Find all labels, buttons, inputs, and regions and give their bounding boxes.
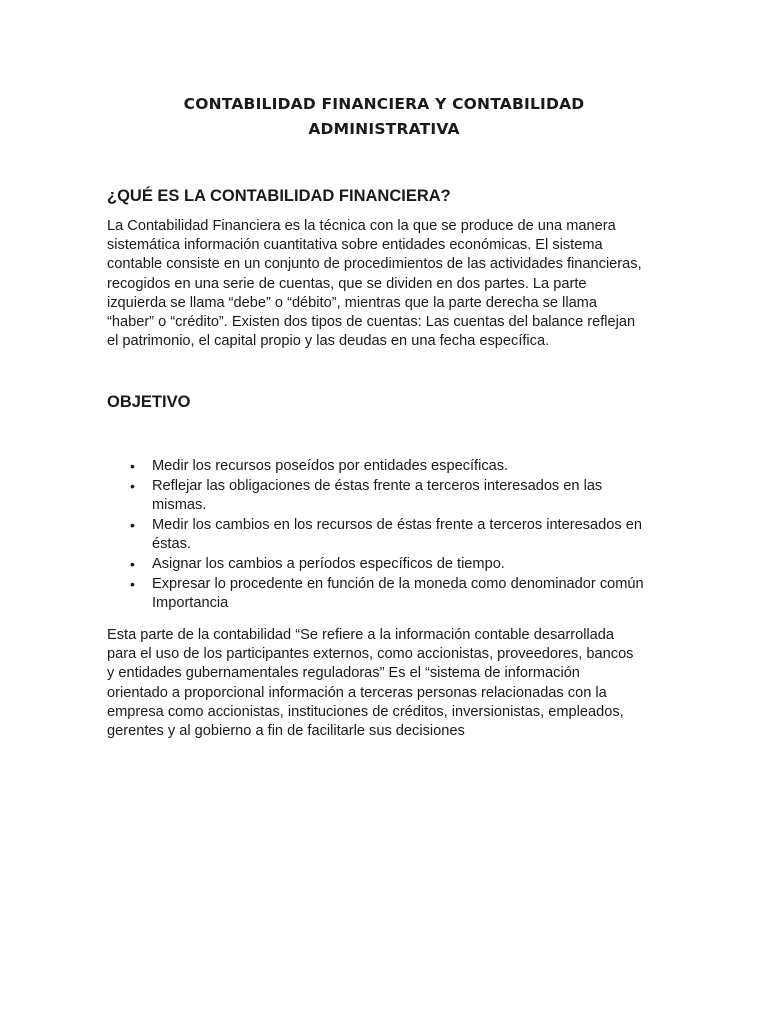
section-heading-objective: OBJETIVO bbox=[107, 393, 191, 411]
title-line: ADMINISTRATIVA bbox=[308, 120, 460, 138]
paragraph-line: para el uso de los participantes externos, como accionistas, proveedores, bancos bbox=[107, 646, 634, 663]
paragraph-line: empresa como accionistas, instituciones de créditos, inversionistas, empleados, bbox=[107, 703, 624, 720]
paragraph-line: Esta parte de la contabilidad “Se refiere a la información contable desarrollada bbox=[107, 627, 615, 643]
list-item bbox=[107, 575, 667, 614]
bullet-icon: • bbox=[130, 555, 135, 572]
list-item-line: mismas. bbox=[152, 497, 207, 514]
list-item bbox=[107, 457, 667, 477]
paragraph-line: contable consiste en un conjunto de procedimientos de las actividades financieras, bbox=[107, 256, 642, 273]
section-heading-what-is: ¿QUÉ ES LA CONTABILIDAD FINANCIERA? bbox=[107, 187, 451, 205]
objective-list bbox=[107, 457, 667, 614]
paragraph-line: La Contabilidad Financiera es la técnica con la que se produce de una manera bbox=[107, 218, 616, 234]
paragraph-line: “haber” o “crédito”. Existen dos tipos de cuentas: Las cuentas del balance reflejan bbox=[107, 314, 636, 331]
bullet-icon: • bbox=[130, 477, 135, 494]
title-line: CONTABILIDAD FINANCIERA Y CONTABILIDAD bbox=[183, 95, 585, 113]
list-item-line: Reflejar las obligaciones de éstas frente a terceros interesados en las bbox=[152, 477, 603, 494]
importance-paragraph bbox=[107, 626, 667, 741]
definition-paragraph bbox=[107, 217, 667, 351]
paragraph-line: gerentes y al gobierno a fin de facilitarle sus decisiones bbox=[107, 723, 465, 740]
list-item-line: éstas. bbox=[152, 536, 191, 553]
list-item-line: Medir los recursos poseídos por entidades específicas. bbox=[152, 458, 509, 474]
bullet-icon: • bbox=[130, 458, 135, 474]
paragraph-line: izquierda se llama “debe” o “débito”, mientras que la parte derecha se llama bbox=[107, 294, 597, 311]
list-item bbox=[107, 516, 667, 555]
document-title bbox=[107, 92, 661, 142]
paragraph-line: sistemática información cuantitativa sobre entidades económicas. El sistema bbox=[107, 237, 603, 254]
list-item-line: Expresar lo procedente en función de la moneda como denominador común bbox=[152, 575, 644, 592]
paragraph-line: orientado a proporcional información a terceras personas relacionadas con la bbox=[107, 684, 607, 701]
list-item-line: Asignar los cambios a períodos específicos de tiempo. bbox=[152, 555, 505, 572]
list-item bbox=[107, 477, 667, 516]
paragraph-line: recogidos en una serie de cuentas, que se dividen en dos partes. La parte bbox=[107, 275, 587, 292]
list-item-line: Importancia bbox=[152, 595, 229, 612]
paragraph-line: el patrimonio, el capital propio y las deudas en una fecha específica. bbox=[107, 333, 550, 350]
list-item-line: Medir los cambios en los recursos de éstas frente a terceros interesados en bbox=[152, 516, 642, 533]
bullet-icon: • bbox=[130, 516, 135, 533]
bullet-icon: • bbox=[130, 575, 135, 592]
paragraph-line: y entidades gubernamentales reguladoras” Es el “sistema de información bbox=[107, 665, 580, 682]
list-item bbox=[107, 555, 667, 575]
